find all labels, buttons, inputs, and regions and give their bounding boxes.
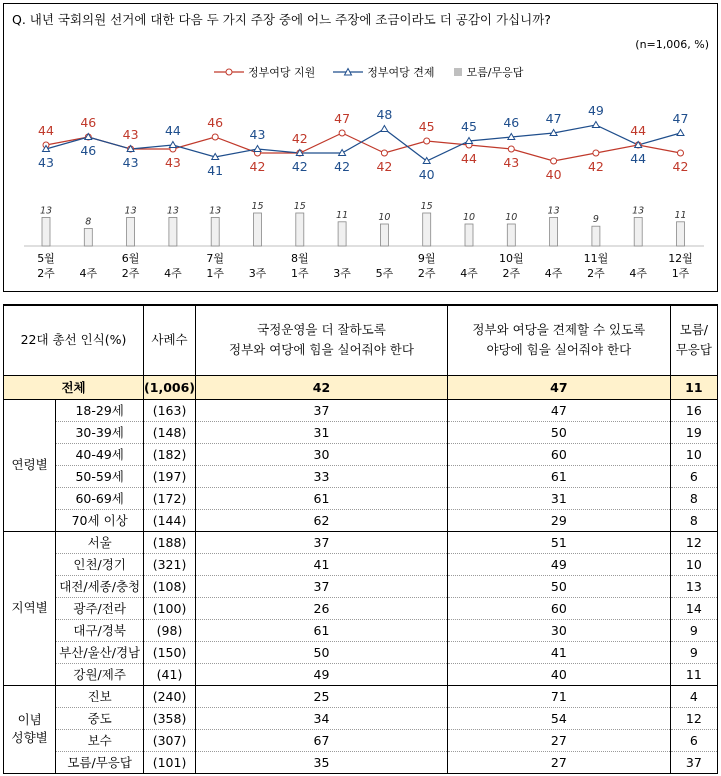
dk-bar (127, 217, 135, 246)
dk-bar-label: 13 (547, 205, 560, 217)
check-value-label: 40 (418, 167, 435, 182)
row-check: 49 (447, 553, 670, 575)
table-row (4, 641, 718, 663)
table-row (4, 663, 718, 685)
row-support: 37 (196, 531, 448, 553)
support-value-label: 42 (291, 131, 308, 146)
x-tick-week: 2주 (417, 267, 436, 280)
row-n: (41) (144, 663, 196, 685)
row-n: (188) (144, 531, 196, 553)
row-support: 67 (196, 729, 448, 751)
row-dk: 9 (670, 641, 717, 663)
x-tick-week: 4주 (79, 267, 98, 280)
x-tick-week: 5주 (375, 267, 394, 280)
x-tick-week: 2주 (587, 267, 605, 280)
header-check: 정부와 여당을 견제할 수 있도록 야당에 힘을 실어줘야 한다 (447, 305, 670, 375)
x-tick-week: 1주 (290, 267, 309, 280)
row-dk: 19 (670, 421, 717, 443)
row-dk: 16 (670, 399, 717, 421)
x-tick-week: 1주 (206, 267, 225, 280)
dk-bar (42, 217, 50, 246)
row-label: 18-29세 (56, 399, 144, 421)
dk-bar-label: 13 (209, 205, 222, 217)
table-row (4, 619, 718, 641)
dk-bar (84, 228, 92, 246)
dk-bar (254, 213, 262, 246)
row-label: 60-69세 (56, 487, 144, 509)
row-dk: 10 (670, 553, 717, 575)
dk-bar (296, 213, 304, 246)
row-check: 27 (447, 751, 670, 773)
table-row (4, 597, 718, 619)
row-n: (197) (144, 465, 196, 487)
row-n: (144) (144, 509, 196, 531)
question-text: Q. 내년 국회의원 선거에 대한 다음 두 가지 주장 중에 어느 주장에 조금이라도 더 공감이 가십니까? (12, 12, 551, 27)
row-n: (321) (144, 553, 196, 575)
row-support: 41 (196, 553, 448, 575)
table-row (4, 553, 718, 575)
x-tick-week: 2주 (37, 267, 55, 280)
row-n: (148) (144, 421, 196, 443)
row-n: (150) (144, 641, 196, 663)
row-label: 서울 (56, 531, 144, 553)
support-value-label: 43 (164, 155, 181, 170)
support-point (678, 150, 684, 156)
group-label: 연령별 (4, 399, 56, 531)
check-value-label: 42 (334, 159, 351, 174)
check-value-label: 47 (545, 111, 562, 126)
check-point (254, 146, 261, 152)
dk-bar (592, 226, 600, 246)
x-tick-week: 4주 (164, 267, 182, 280)
support-value-label: 43 (503, 155, 520, 170)
check-value-label: 46 (80, 143, 97, 158)
row-check: 60 (447, 443, 670, 465)
dk-bar-label: 13 (166, 205, 179, 217)
legend-dk-label: 모름/무응답 (466, 66, 524, 79)
x-tick-month: 12월 (668, 252, 693, 265)
legend-check-label: 정부여당 견제 (367, 66, 435, 79)
support-point (381, 150, 387, 156)
support-value-label: 42 (249, 159, 266, 174)
row-check: 50 (447, 575, 670, 597)
dk-bar-label: 15 (293, 201, 306, 212)
row-dk: 8 (670, 509, 717, 531)
x-tick-week: 4주 (629, 267, 648, 280)
row-n: (163) (144, 399, 196, 421)
row-label: 70세 이상 (56, 509, 144, 531)
check-point (381, 126, 388, 132)
group-label: 지역별 (4, 531, 56, 685)
check-value-label: 44 (630, 151, 647, 166)
row-check: 61 (447, 465, 670, 487)
row-n: (108) (144, 575, 196, 597)
support-value-label: 47 (334, 111, 351, 126)
row-label: 40-49세 (56, 443, 144, 465)
table-row (4, 531, 718, 553)
support-value-label: 43 (122, 127, 139, 142)
row-label: 중도 (56, 707, 144, 729)
row-n: (240) (144, 685, 196, 707)
row-n: (98) (144, 619, 196, 641)
row-n: (101) (144, 751, 196, 773)
row-check: 54 (447, 707, 670, 729)
trend-chart-panel (3, 3, 718, 292)
x-tick-week: 4주 (544, 267, 563, 280)
row-support: 25 (196, 685, 448, 707)
row-n: (182) (144, 443, 196, 465)
row-label: 보수 (56, 729, 144, 751)
row-label: 30-39세 (56, 421, 144, 443)
check-value-label: 46 (503, 115, 520, 130)
x-tick-month: 6월 (121, 252, 140, 265)
dk-bar-label: 13 (39, 205, 53, 217)
x-tick-week: 1주 (671, 267, 690, 280)
dk-bar (169, 217, 177, 246)
check-value-label: 44 (164, 123, 181, 138)
row-dk: 37 (670, 751, 717, 773)
row-check: 60 (447, 597, 670, 619)
row-check: 50 (447, 421, 670, 443)
header-support: 국정운영을 더 잘하도록 정부와 여당에 힘을 실어줘야 한다 (196, 305, 448, 375)
row-support: 34 (196, 707, 448, 729)
dk-bar-label: 13 (632, 205, 645, 217)
row-check: 47 (447, 399, 670, 421)
support-point (424, 138, 430, 144)
row-label: 모름/무응답 (56, 751, 144, 773)
group-label: 이념 성향별 (4, 685, 56, 773)
check-value-label: 45 (461, 119, 477, 134)
row-check: 30 (447, 619, 670, 641)
row-dk: 4 (670, 685, 717, 707)
table-row (4, 399, 718, 421)
x-tick-month: 5월 (37, 252, 55, 265)
check-value-label: 43 (122, 155, 139, 170)
legend-support-label: 정부여당 지원 (248, 66, 316, 79)
row-support: 49 (196, 663, 448, 685)
dk-bar-label: 10 (462, 212, 476, 223)
check-point (169, 142, 176, 148)
support-point (508, 146, 514, 152)
dk-bar (634, 217, 642, 246)
support-value-label: 44 (38, 123, 54, 138)
row-support: 30 (196, 443, 448, 465)
x-tick-month: 11월 (583, 252, 609, 265)
dk-bar-label: 9 (592, 214, 599, 226)
dk-bar-label: 10 (378, 212, 391, 223)
support-point (212, 134, 218, 140)
dk-bar (338, 222, 346, 246)
row-support: 37 (196, 575, 448, 597)
row-support: 61 (196, 619, 448, 641)
check-value-label: 41 (207, 163, 224, 178)
dk-bar (423, 213, 431, 246)
support-value-label: 42 (672, 159, 689, 174)
row-dk: 9 (670, 619, 717, 641)
table-row (4, 685, 718, 707)
support-point (551, 158, 557, 164)
row-dk: 12 (670, 707, 717, 729)
support-point (593, 150, 599, 156)
support-value-label: 40 (545, 167, 562, 182)
table-row (4, 707, 718, 729)
check-value-label: 49 (587, 103, 604, 118)
chart-plot (4, 4, 719, 293)
row-support: 50 (196, 641, 448, 663)
support-value-label: 44 (630, 123, 647, 138)
header-group: 22대 총선 인식(%) (4, 305, 144, 375)
check-point (677, 130, 684, 136)
total-label: 전체 (4, 375, 144, 399)
row-check: 29 (447, 509, 670, 531)
support-point (339, 130, 345, 136)
support-line (46, 133, 681, 161)
dk-bar (380, 224, 388, 246)
crosstab-table (3, 304, 718, 774)
total-n: (1,006) (144, 375, 196, 399)
check-value-label: 42 (291, 159, 308, 174)
row-support: 35 (196, 751, 448, 773)
table-row (4, 575, 718, 597)
check-value-label: 48 (376, 107, 393, 122)
table-row (4, 421, 718, 443)
row-dk: 13 (670, 575, 717, 597)
total-dk: 11 (670, 375, 717, 399)
row-label: 대전/세종/충청 (56, 575, 144, 597)
support-value-label: 44 (461, 151, 477, 166)
row-label: 대구/경북 (56, 619, 144, 641)
total-row (4, 375, 718, 399)
dk-bar-label: 15 (251, 201, 264, 212)
table-row (4, 751, 718, 773)
dk-bar-label: 10 (505, 212, 518, 223)
row-label: 부산/울산/경남 (56, 641, 144, 663)
x-tick-month: 9월 (417, 252, 436, 265)
x-tick-week: 4주 (460, 267, 478, 280)
row-label: 인천/경기 (56, 553, 144, 575)
row-support: 62 (196, 509, 448, 531)
row-label: 강원/제주 (56, 663, 144, 685)
check-point (592, 122, 599, 128)
dk-bar-label: 15 (420, 201, 433, 212)
x-tick-month: 10월 (498, 252, 524, 265)
dk-bar (507, 224, 515, 246)
x-tick-week: 2주 (502, 267, 521, 280)
support-value-label: 46 (80, 115, 97, 130)
dk-bar-label: 11 (674, 209, 687, 221)
row-dk: 10 (670, 443, 717, 465)
row-dk: 6 (670, 465, 717, 487)
check-value-label: 47 (672, 111, 689, 126)
dk-bar (211, 217, 219, 246)
check-value-label: 43 (38, 155, 54, 170)
dk-bar (465, 224, 473, 246)
check-value-label: 43 (249, 127, 266, 142)
row-n: (100) (144, 597, 196, 619)
dk-bar-label: 11 (336, 209, 349, 221)
row-dk: 12 (670, 531, 717, 553)
total-support: 42 (196, 375, 448, 399)
row-check: 27 (447, 729, 670, 751)
row-check: 51 (447, 531, 670, 553)
header-dk: 모름/ 무응답 (670, 305, 717, 375)
row-support: 61 (196, 487, 448, 509)
row-n: (358) (144, 707, 196, 729)
table-row (4, 465, 718, 487)
dk-bar-label: 8 (85, 216, 92, 228)
table-row (4, 509, 718, 531)
table-row (4, 729, 718, 751)
row-dk: 8 (670, 487, 717, 509)
row-check: 71 (447, 685, 670, 707)
row-support: 26 (196, 597, 448, 619)
support-value-label: 46 (207, 115, 224, 130)
header-n: 사례수 (144, 305, 196, 375)
support-value-label: 45 (418, 119, 435, 134)
x-tick-week: 2주 (121, 267, 140, 280)
support-value-label: 42 (376, 159, 393, 174)
row-dk: 14 (670, 597, 717, 619)
x-tick-month: 7월 (206, 252, 225, 265)
x-tick-week: 3주 (333, 267, 351, 280)
table-row (4, 443, 718, 465)
row-support: 37 (196, 399, 448, 421)
row-support: 33 (196, 465, 448, 487)
row-dk: 6 (670, 729, 717, 751)
x-tick-month: 8월 (290, 252, 309, 265)
row-label: 진보 (56, 685, 144, 707)
dk-bar (677, 222, 685, 246)
row-check: 31 (447, 487, 670, 509)
support-value-label: 42 (587, 159, 604, 174)
row-dk: 11 (670, 663, 717, 685)
row-check: 41 (447, 641, 670, 663)
dk-bar-label: 13 (124, 205, 137, 217)
x-tick-week: 3주 (248, 267, 267, 280)
row-check: 40 (447, 663, 670, 685)
row-support: 31 (196, 421, 448, 443)
table-row (4, 487, 718, 509)
total-check: 47 (447, 375, 670, 399)
row-n: (172) (144, 487, 196, 509)
row-n: (307) (144, 729, 196, 751)
row-label: 광주/전라 (56, 597, 144, 619)
sample-note: (n=1,006, %) (635, 38, 709, 51)
row-label: 50-59세 (56, 465, 144, 487)
dk-bar (550, 217, 558, 246)
